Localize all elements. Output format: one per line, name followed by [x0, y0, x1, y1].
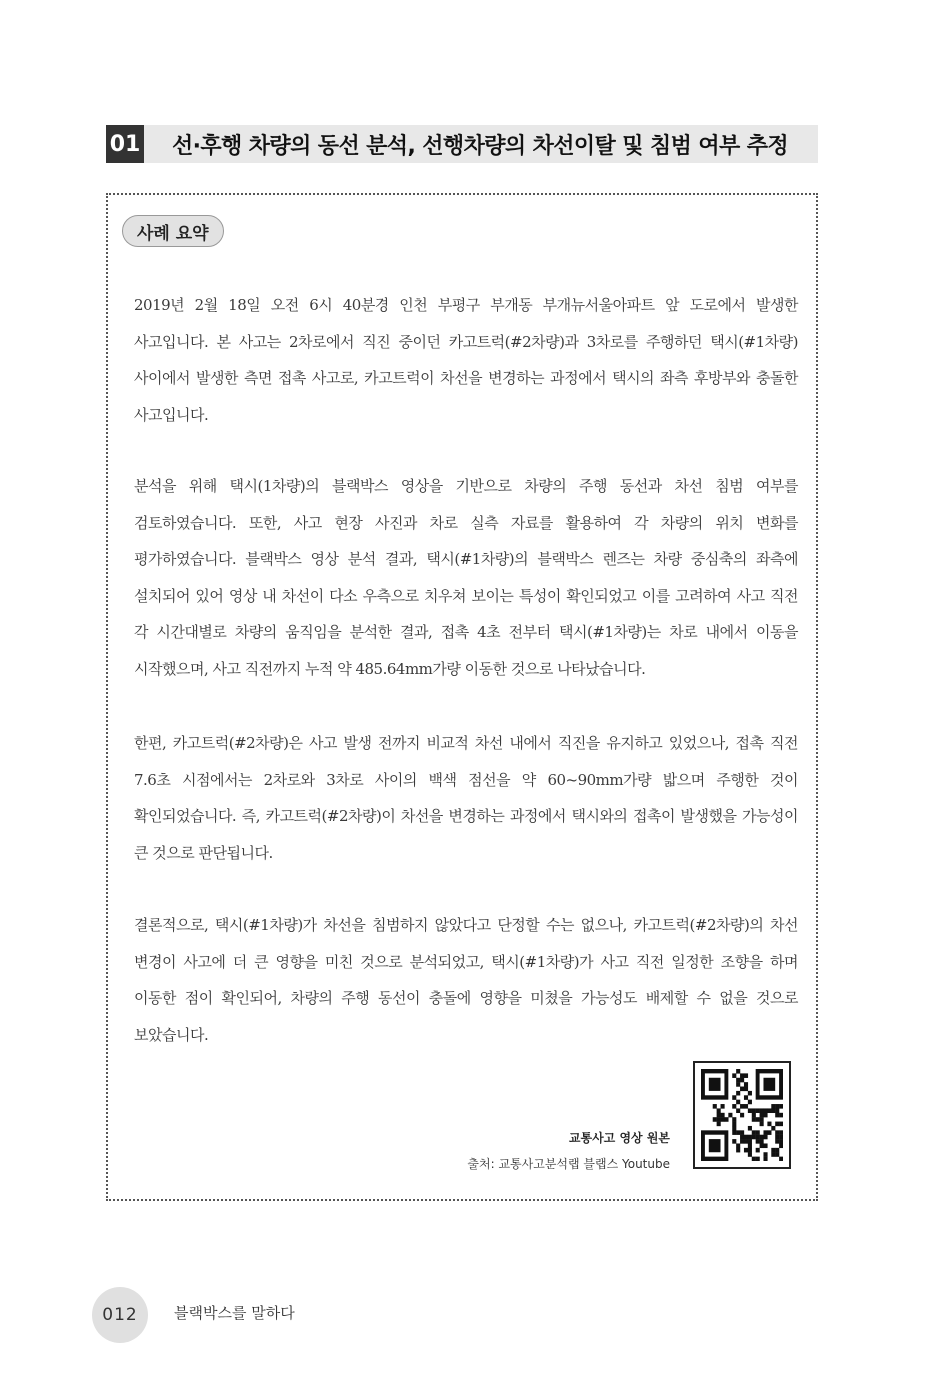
summary-paragraph-2: 분석을 위해 택시(1차량)의 블랙박스 영상을 기반으로 차량의 주행 동선과 차선 침범 여부를 검토하였습니다. 또한, 사고 현장 사진과 차로 실측 자료를 활용하여 각 차량의 위치 변화를 평가하였습니다. 블랙박스 영상 분석 결과, 택시(#1차량)의 블랙박스 렌즈는 차량 중심축의 좌측에 설치되어 있어 영상 내 차선이 다소 우측으로 치우쳐 보이는 특성이 확인되었고 이를 고려하여 사고 직전 각 시간대별로 차량의 움직임을 분석한 결과, 접촉 4초 전부터 택시(#1차량)는 차로 내에서 이동을 시작했으며, 사고 직전까지 누적 약 485.64mm가량 이동한 것으로 나타났습니다. — [134, 477, 798, 678]
summary-paragraph-4: 결론적으로, 택시(#1차량)가 차선을 침범하지 않았다고 단정할 수는 없으나, 카고트럭(#2차량)의 차선 변경이 사고에 더 큰 영향을 미친 것으로 분석되었고, 택시(#1차량)가 사고 직전 일정한 조향을 하며 이동한 점이 확인되어, 차량의 주행 동선이 충돌에 영향을 미쳤을 가능성도 배제할 수 없을 것으로 보았습니다. — [134, 916, 798, 1044]
summary-label: 사례 요약 — [122, 215, 224, 247]
summary-paragraph-1: 2019년 2월 18일 오전 6시 40분경 인천 부평구 부개동 부개뉴서울아파트 앞 도로에서 발생한 사고입니다. 본 사고는 2차로에서 직진 중이던 카고트럭(#2차량)과 3차로를 주행하던 택시(#1차량) 사이에서 발생한 측면 접촉 사고로, 카고트럭이 차선을 변경하는 과정에서 택시의 좌측 후방부와 충돌한 사고입니다. — [134, 296, 798, 424]
section-number: 01 — [106, 125, 144, 163]
qr-code[interactable] — [693, 1061, 791, 1169]
section-title-bar — [106, 125, 818, 163]
qr-source: 출처: 교통사고분석랩 블랩스 Youtube — [467, 1157, 670, 1171]
section-title: 선·후행 차량의 동선 분석, 선행차량의 차선이탈 및 침범 여부 추정 — [172, 133, 789, 159]
qr-code-icon — [701, 1069, 783, 1161]
qr-label: 교통사고 영상 원본 — [568, 1131, 670, 1145]
case-summary-box — [106, 193, 818, 1201]
page-number: 012 — [92, 1287, 148, 1343]
book-title: 블랙박스를 말하다 — [174, 1304, 295, 1322]
summary-paragraph-3: 한편, 카고트럭(#2차량)은 사고 발생 전까지 비교적 차선 내에서 직진을 유지하고 있었으나, 접촉 직전 7.6초 시점에서는 2차로와 3차로 사이의 백색 점선을 약 60~90mm가량 밟으며 주행한 것이 확인되었습니다. 즉, 카고트럭(#2차량)이 차선을 변경하는 과정에서 택시와의 접촉이 발생했을 가능성이 큰 것으로 판단됩니다. — [134, 734, 798, 862]
